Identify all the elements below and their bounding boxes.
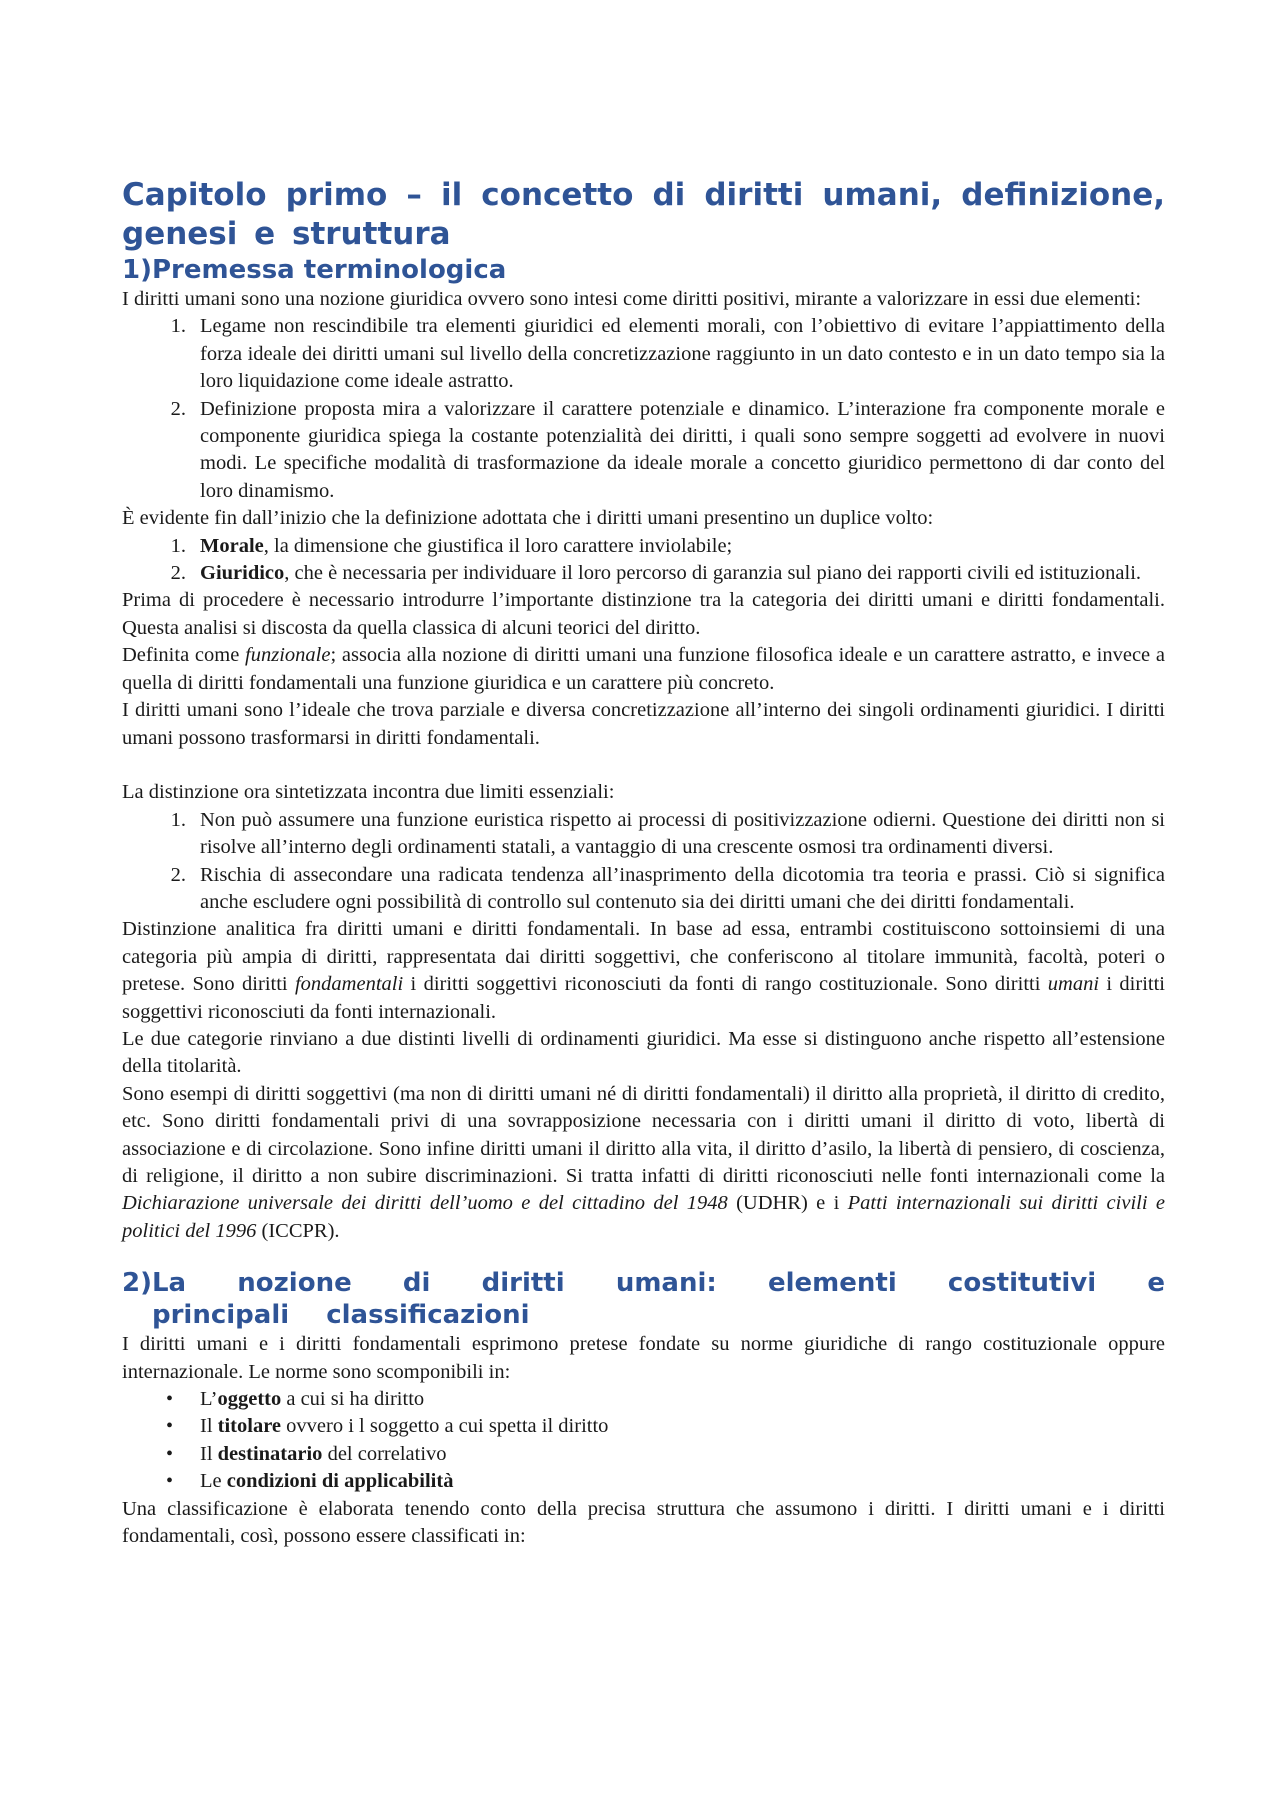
section-1-number: 1)	[122, 255, 152, 285]
functional-paragraph	[122, 642, 1165, 697]
elements-list	[122, 313, 1165, 505]
list-item-text: Legame non rescindibile tra elementi giuridici ed elementi morali, con l’obiettivo di evitare l’appiattimento della forza ideale dei diritti umani sul livello della concretizzazione raggiunto in un dato contesto e in un dato tempo sia la loro liquidazione come ideale astratto.	[200, 315, 1165, 393]
blank-line	[122, 752, 1165, 779]
categories-paragraph: Le due categorie rinviano a due distinti livelli di ordinamenti giuridici. Ma esse si distinguono anche rispetto all’estensione della titolarità.	[122, 1027, 1165, 1078]
list-item-text: Rischia di assecondare una radicata tendenza all’inasprimento della dicotomia tra teoria e prassi. Ciò si significa anche escludere ogni possibilità di controllo sul contenuto sia dei diritti umani che dei diritti fondamentali.	[200, 863, 1165, 913]
text-run: (UDHR) e i	[727, 1192, 848, 1215]
examples-paragraph	[122, 1081, 1165, 1245]
text-run: i diritti soggettivi riconosciuti da fonti di rango costituzionale. Sono diritti	[403, 973, 1048, 996]
italic-title: Patti internazionali sui diritti civili e politici del 1996	[122, 1192, 1165, 1242]
list-item-text: , che è necessaria per individuare il loro percorso di garanzia sul piano dei rapporti civili ed istituzionali.	[284, 562, 1142, 585]
bullet-icon: •	[166, 1415, 174, 1438]
components-list	[122, 1386, 1165, 1496]
bullet-icon: •	[166, 1470, 174, 1493]
bullet-item	[122, 1386, 1165, 1413]
text-run: L’	[200, 1388, 218, 1411]
text-run: Distinzione analitica fra diritti umani e diritti fondamentali. In base ad essa, entrambi costituiscono sottoinsiemi di una categoria più ampia di diritti, rappresentata dai diritti soggettivi, che conferiscono al titolare immunità, facoltà, poteri o pretese. Sono diritti	[122, 918, 1165, 996]
bold-term: condizioni di applicabilità	[226, 1470, 454, 1493]
distinction-paragraph: Prima di procedere è necessario introdurre l’importante distinzione tra la categoria dei diritti umani e diritti fondamentali. Questa analisi si discosta da quella classica di alcuni teorici del diritto.	[122, 589, 1165, 639]
list-item-text: Definizione proposta mira a valorizzare il carattere potenziale e dinamico. L’interazione fra componente morale e componente giuridica spiega la costante potenzialità dei diritti, i quali sono sempre soggetti ad evolvere in nuovi modi. Le specifiche modalità di trasformazione da ideale morale a concetto giuridico permettono di dar conto del loro dinamismo.	[200, 397, 1165, 502]
section-2-heading	[122, 1267, 1165, 1331]
list-marker: 1.	[170, 534, 186, 557]
list-item-text: Non può assumere una funzione euristica rispetto ai processi di positivizzazione odierni. Questione dei diritti non si risolve all’interno degli ordinamenti statali, a vantaggio di una crescente osmosi tra ordinamenti diversi.	[200, 808, 1165, 859]
section-1-intro: I diritti umani sono una nozione giuridica ovvero sono intesi come diritti positivi, mirante a valorizzare in essi due elementi:	[122, 288, 1142, 310]
document-page	[122, 176, 1165, 1550]
classification-paragraph: Una classificazione è elaborata tenendo conto della precisa struttura che assumono i diritti. I diritti umani e i diritti fondamentali, così, possono essere classificati in:	[122, 1497, 1165, 1548]
list-marker: 1.	[170, 808, 186, 831]
list-item-text: , la dimensione che giustifica il loro carattere inviolabile;	[263, 534, 733, 557]
bold-term: titolare	[217, 1415, 282, 1438]
list-item	[122, 862, 1165, 917]
text-run: a cui si ha diritto	[281, 1388, 425, 1411]
italic-term: umani	[1047, 973, 1100, 996]
bullet-icon: •	[166, 1442, 174, 1465]
list-marker: 1.	[170, 315, 186, 338]
list-item	[122, 560, 1165, 587]
section-gap	[122, 1245, 1165, 1267]
list-item	[122, 313, 1165, 395]
list-item	[122, 807, 1165, 862]
section-2-intro: I diritti umani e i diritti fondamentali esprimono pretese fondate su norme giuridiche di rango costituzionale oppure internazionale. Le norme sono scomponibili in:	[122, 1333, 1165, 1383]
limits-paragraph: La distinzione ora sintetizzata incontra due limiti essenziali:	[122, 781, 615, 804]
text-run: ovvero i l soggetto a cui spetta il diritto	[281, 1415, 609, 1438]
term-giuridico: Giuridico	[200, 562, 285, 585]
evident-paragraph: È evidente fin dall’inizio che la definizione adottata che i diritti umani presentino un duplice volto:	[122, 507, 934, 530]
list-marker: 2.	[170, 397, 186, 420]
section-1-title: Premessa terminologica	[151, 255, 507, 285]
list-marker: 2.	[170, 562, 186, 585]
section-2-number: 2)	[122, 1268, 152, 1299]
section-1-heading	[122, 254, 1165, 286]
text-run: del correlativo	[322, 1442, 447, 1465]
list-item	[122, 533, 1165, 560]
text-run: Sono esempi di diritti soggettivi (ma non di diritti umani né di diritti fondamentali) il diritto alla proprietà, il diritto di credito, etc. Sono diritti fondamentali privi di una sovrapposizione necessaria con i diritti umani il diritto di voto, libertà di associazione e di circolazione. Sono infine diritti umani il diritto alla vita, il diritto d’asilo, la libertà di pensiero, di coscienza, di religione, il diritto a non subire discriminazioni. Si tratta infatti di diritti riconosciuti nelle fonti internazionali come la	[122, 1082, 1165, 1187]
bullet-item	[122, 1468, 1165, 1495]
dual-face-list	[122, 533, 1165, 588]
term-morale: Morale	[200, 534, 264, 557]
text-run: Definita come	[122, 644, 246, 667]
bullet-icon: •	[166, 1388, 174, 1411]
text-run: Il	[200, 1442, 218, 1465]
bullet-item	[122, 1441, 1165, 1468]
text-run: Le	[200, 1470, 227, 1493]
ideal-paragraph: I diritti umani sono l’ideale che trova parziale e diversa concretizzazione all’interno dei singoli ordinamenti giuridici. I diritti umani possono trasformarsi in diritti fondamentali.	[122, 699, 1165, 749]
list-item	[122, 396, 1165, 506]
text-run: (ICCPR).	[256, 1219, 340, 1242]
chapter-title: Capitolo primo – il concetto di diritti umani, definizione, genesi e struttura	[122, 177, 1165, 252]
limits-list	[122, 807, 1165, 917]
italic-title: Dichiarazione universale dei diritti dell’uomo e del cittadino del 1948	[122, 1192, 728, 1215]
list-marker: 2.	[170, 863, 186, 886]
bold-term: destinatario	[217, 1442, 323, 1465]
italic-term: fondamentali	[294, 973, 404, 996]
bold-term: oggetto	[217, 1388, 282, 1411]
analytic-paragraph	[122, 916, 1165, 1026]
bullet-item	[122, 1413, 1165, 1440]
text-run: ; associa alla nozione di diritti umani una funzione filosofica ideale e un carattere astratto, e invece a quella di diritti fondamentali una funzione giuridica e un carattere più concreto.	[122, 644, 1165, 694]
text-run: i diritti soggettivi riconosciuti da fonti internazionali.	[122, 973, 1165, 1023]
text-run: Il	[200, 1415, 218, 1438]
section-2-title: La nozione di diritti umani: elementi costitutivi e principali classificazioni	[151, 1268, 1165, 1331]
italic-term: funzionale	[245, 644, 331, 667]
